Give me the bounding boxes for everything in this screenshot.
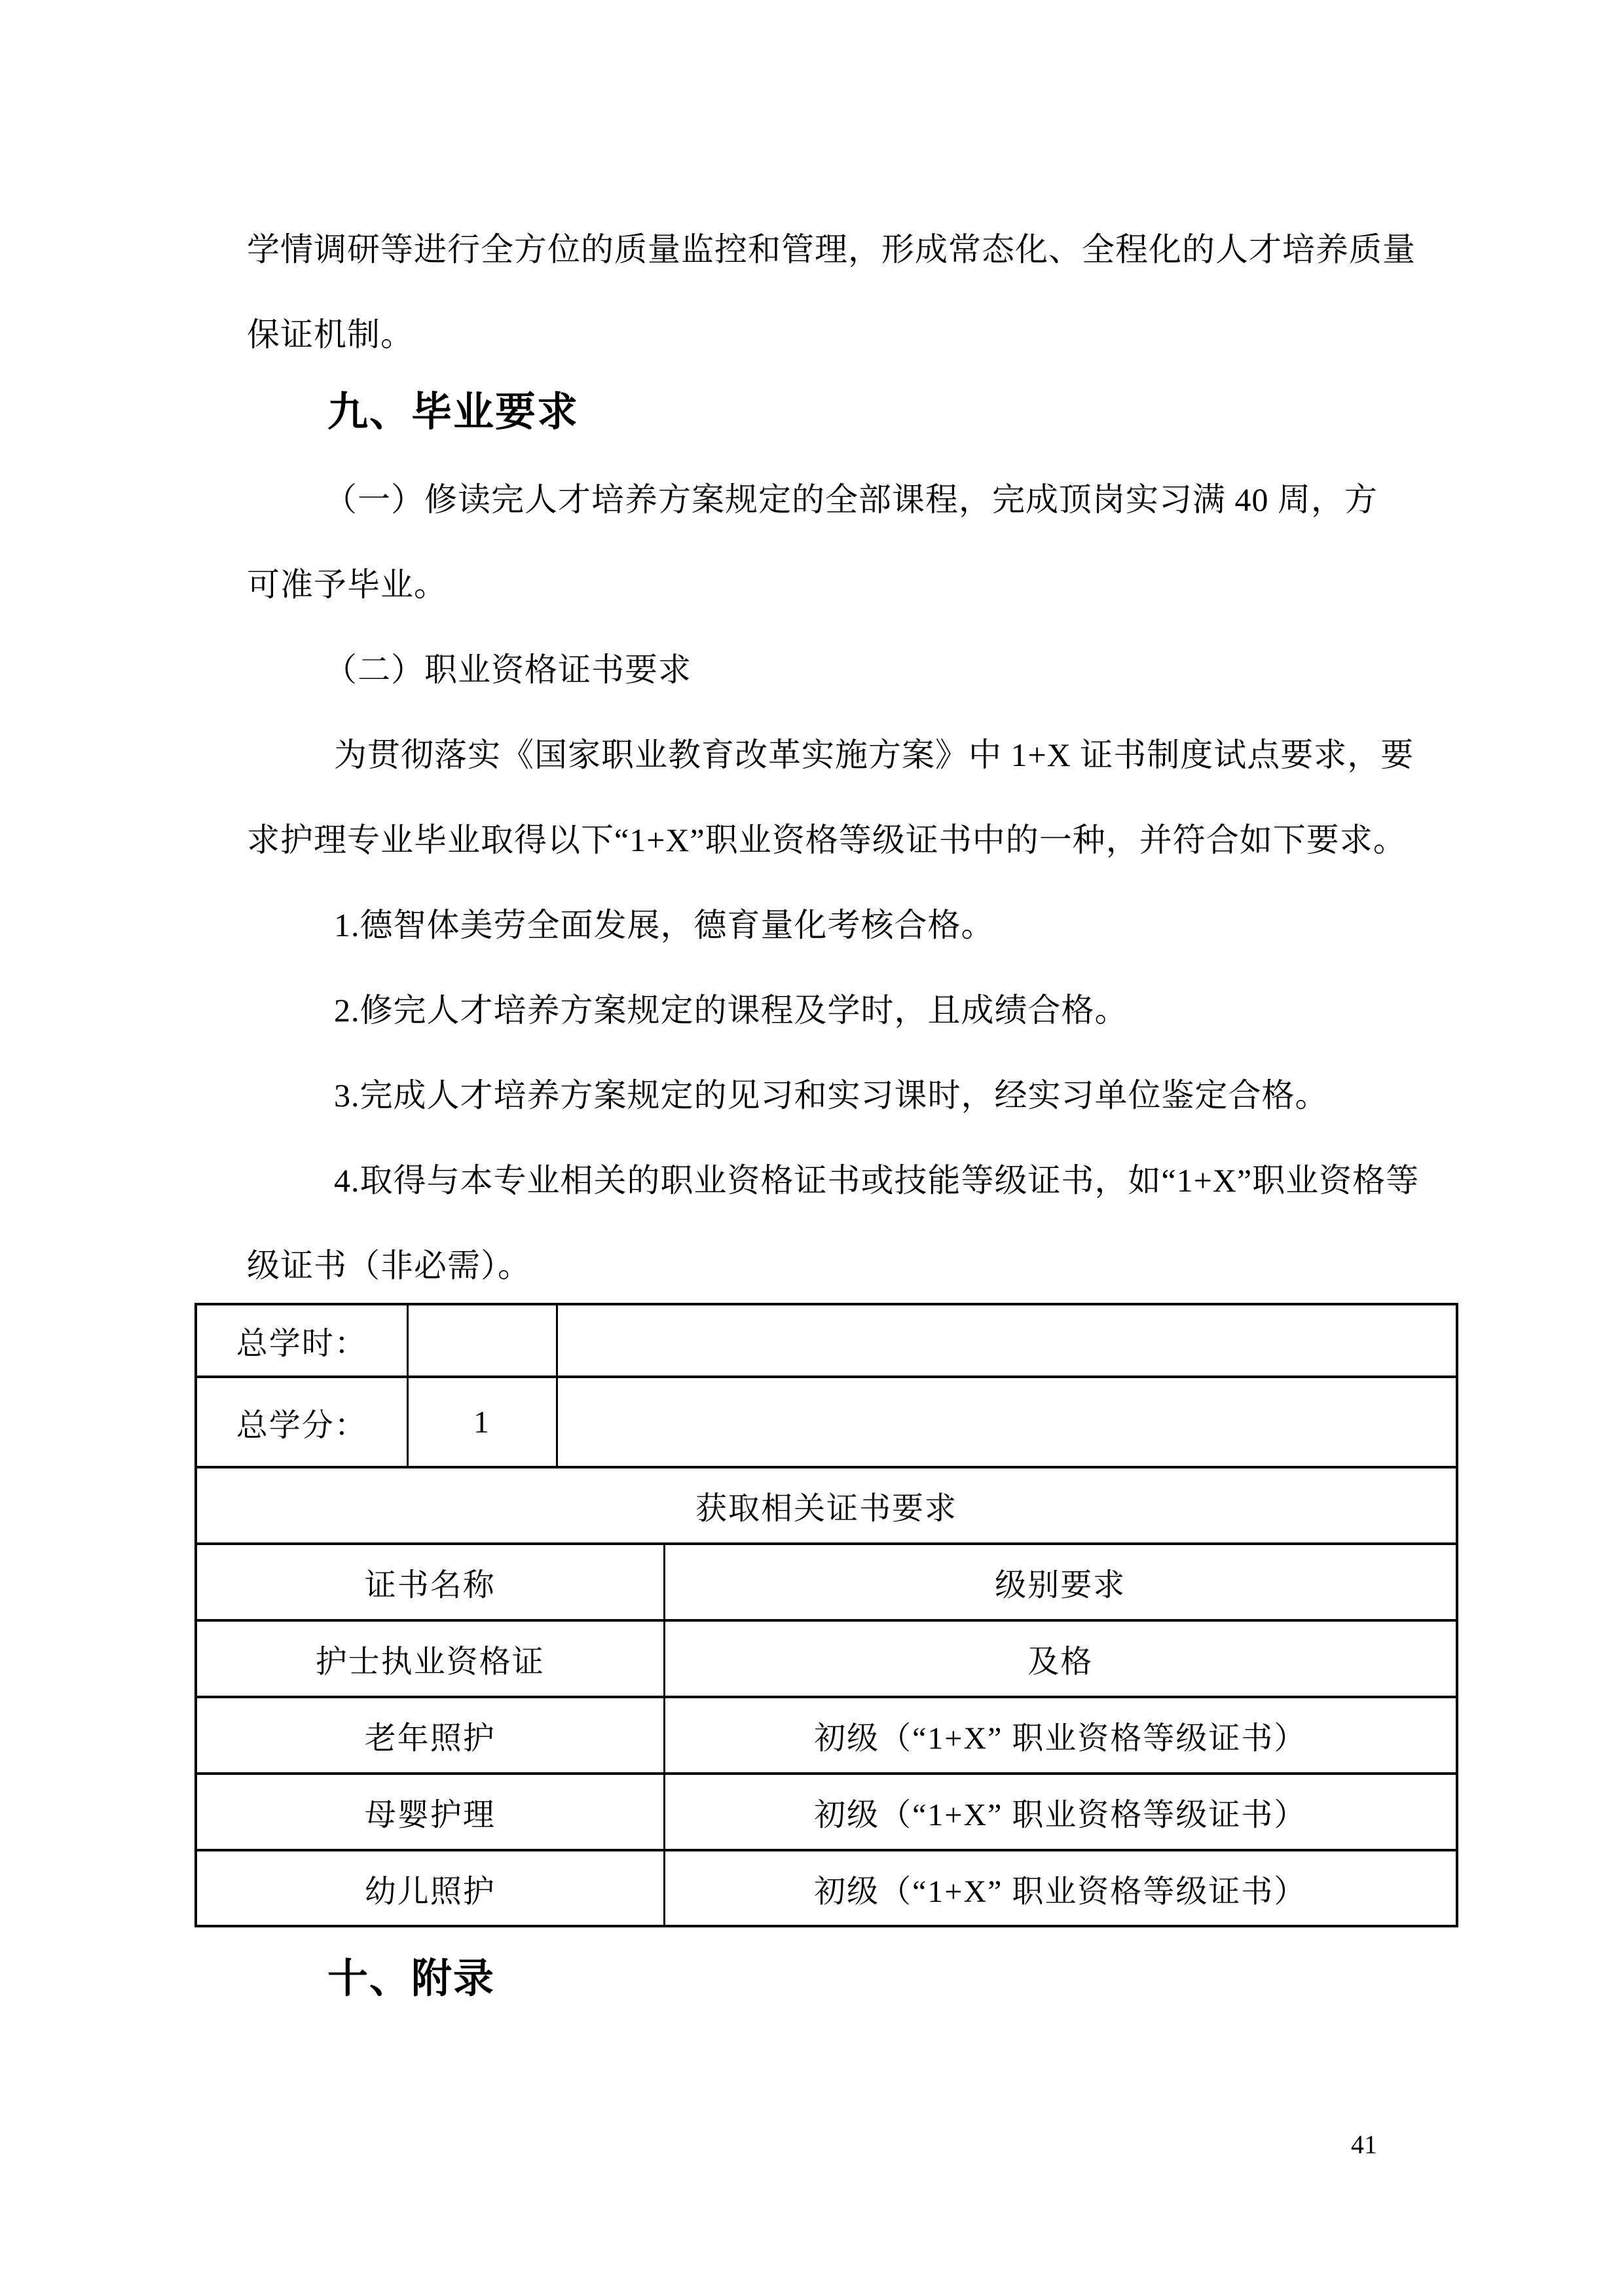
section-ten-heading: 十、附录 xyxy=(327,1956,496,2001)
requirement-3: 3.完成人才培养方案规定的见习和实习课时，经实习单位鉴定合格。 xyxy=(334,1077,1329,1114)
graduation-item1-line2: 可准予毕业。 xyxy=(247,566,447,603)
graduation-item2-heading: （二）职业资格证书要求 xyxy=(324,651,692,688)
cert-level-header: 级别要求 xyxy=(664,1544,1457,1620)
total-credits-empty-cell xyxy=(557,1377,1457,1467)
cert-name-cell: 护士执业资格证 xyxy=(196,1620,664,1697)
requirement-4-line1: 4.取得与本专业相关的职业资格证书或技能等级证书，如“1+X”职业资格等 xyxy=(334,1162,1420,1199)
table-row-child-care xyxy=(196,1850,1457,1926)
requirement-2: 2.修完人才培养方案规定的课程及学时，且成绩合格。 xyxy=(334,992,1128,1029)
requirement-1: 1.德智体美劳全面发展，德育量化考核合格。 xyxy=(334,907,995,943)
certificate-paragraph-line2: 求护理专业毕业取得以下“1+X”职业资格等级证书中的一种，并符合如下要求。 xyxy=(247,822,1407,858)
section-nine-heading: 九、毕业要求 xyxy=(327,390,580,435)
table-row-maternal-infant-care xyxy=(196,1774,1457,1850)
certificate-requirements-table xyxy=(194,1303,1458,1927)
cert-level-cell: 初级（“1+X” 职业资格等级证书） xyxy=(664,1697,1457,1774)
graduation-item1-line1: （一）修读完人才培养方案规定的全部课程，完成顶岗实习满 40 周，方 xyxy=(324,481,1378,518)
total-credits-label: 总学分： xyxy=(196,1377,407,1467)
cert-level-cell: 及格 xyxy=(664,1620,1457,1697)
total-credits-value: 1 xyxy=(407,1377,557,1467)
total-hours-label: 总学时： xyxy=(196,1304,407,1377)
total-hours-empty-cell xyxy=(557,1304,1457,1377)
paragraph-quality-line1: 学情调研等进行全方位的质量监控和管理，形成常态化、全程化的人才培养质量 xyxy=(247,231,1416,268)
table-row-column-headers xyxy=(196,1544,1457,1620)
page-number: 41 xyxy=(1351,2130,1377,2159)
table-row-total-hours xyxy=(196,1304,1457,1377)
table-row-nurse-license xyxy=(196,1620,1457,1697)
total-hours-value xyxy=(407,1304,557,1377)
section-header-cell: 获取相关证书要求 xyxy=(196,1467,1457,1544)
table-row-section-header xyxy=(196,1467,1457,1544)
cert-name-cell: 母婴护理 xyxy=(196,1774,664,1850)
table-row-elderly-care xyxy=(196,1697,1457,1774)
certificate-paragraph-line1: 为贯彻落实《国家职业教育改革实施方案》中 1+X 证书制度试点要求，要 xyxy=(334,737,1414,773)
requirement-4-line2: 级证书（非必需）。 xyxy=(247,1247,531,1284)
cert-name-header: 证书名称 xyxy=(196,1544,664,1620)
cert-name-cell: 老年照护 xyxy=(196,1697,664,1774)
paragraph-quality-line2: 保证机制。 xyxy=(247,316,414,353)
cert-name-cell: 幼儿照护 xyxy=(196,1850,664,1926)
table-row-total-credits xyxy=(196,1377,1457,1467)
cert-level-cell: 初级（“1+X” 职业资格等级证书） xyxy=(664,1774,1457,1850)
cert-level-cell: 初级（“1+X” 职业资格等级证书） xyxy=(664,1850,1457,1926)
